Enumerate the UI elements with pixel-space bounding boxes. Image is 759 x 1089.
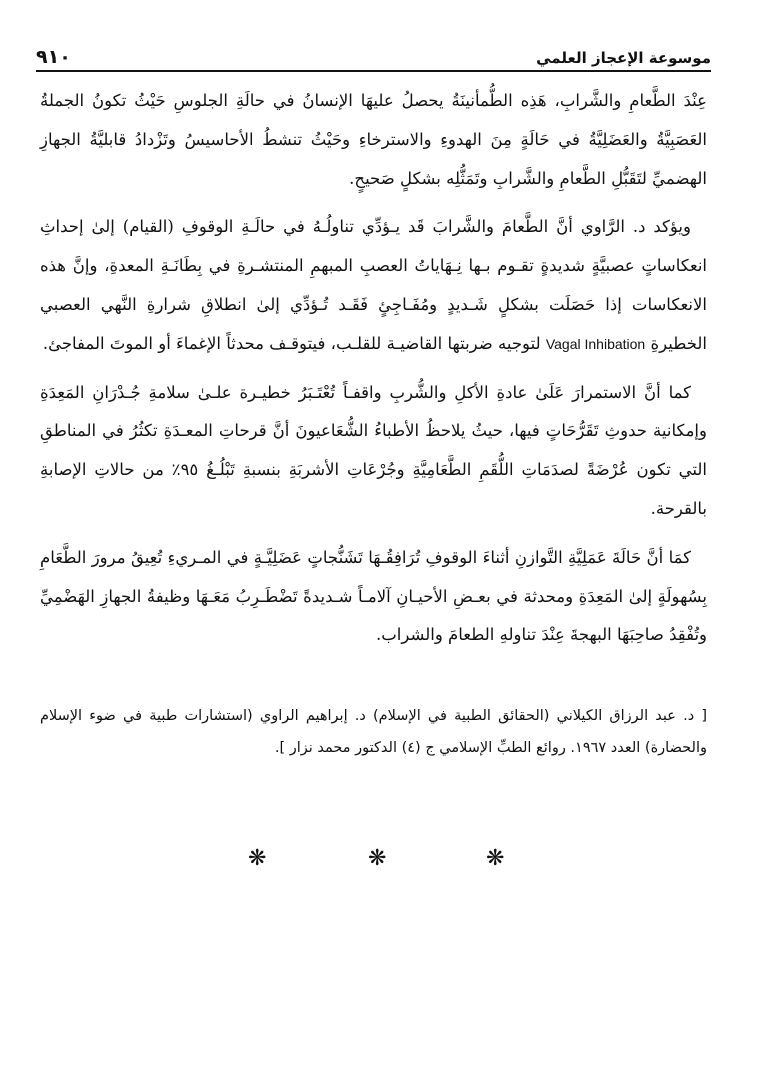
- page-header: [36, 44, 711, 72]
- paragraph-3: كما أنَّ الاستمرارَ عَلَىٰ عادةِ الأكلِ والشُّربِ واقفـاً تُعْتَـبَرُ خطيـرة علـىٰ سلامةِ جُـدْرَانِ المَعِدَةِ وإمكانية حدوثِ تَقَرُّحَاتٍ فيها، حيثُ يلاحظُ الأطباءُ الشُّعَاعيونَ أنَّ قرحاتِ المعـدَةِ تكثُرُ في المناطقِ التي تكون عُرْضَةً لصدَمَاتِ اللُّقَمِ الطَّعَامِيَّةِ وجُرْعَاتِ الأشربَةِ بنسبةِ تَبْلُـغُ ٩٥٪ من حالاتِ الإصابةِ بالقرحة.: [40, 382, 708, 518]
- section-separator: [0, 846, 759, 876]
- vagal-inhibition-term: Vagal Inhibation: [545, 335, 646, 352]
- paragraph-2: [40, 208, 707, 363]
- paragraph-2-part-2: لتوجيه ضربتها القاضيـة للقلـب، فيتوقـف محدثاً الإغماءَ أو الموتَ المفاجئ.: [42, 333, 541, 353]
- references: [ د. عبد الرزاق الكيلاني (الحقائق الطبية في الإسلام) د. إبراهيم الراوي (استشارات طبية في ضوء الإسلام والحضارة) العدد ١٩٦٧. روائع الطبِّ الإسلامي ج (٤) الدكتور محمد نزار ].: [40, 708, 707, 756]
- page-number: ٩١٠: [36, 46, 71, 68]
- asterism-icon: ❋: [486, 846, 505, 871]
- main-text: [40, 82, 707, 665]
- paragraph-2-part-1: ويؤكد د. الرَّاوي أنَّ الطَّعامَ والشَّرابَ قَد يـؤدِّي تناولُـهُ في حالَـةِ الوقوفِ (القيام) إلىٰ إحداثِ انعكاساتٍ عصبيَّةٍ شديدةٍ تقـوم بـها نِـهَاياتُ العصبِ المبهمِ المنتشـرةِ في بِطَانَـةِ المعدةِ، وإنَّ هذه الانعكاسات إذا حَصَلَت بشكلٍ شَـديدٍ ومُفَـاجِئٍ فَقَـد تُـؤدِّي إلىٰ انطلاقِ شرارةِ النَّهي العصبي الخطيرةِ: [40, 217, 707, 353]
- asterism-icon: ❋: [248, 846, 267, 871]
- paragraph-4: كمَا أنَّ حَالَةَ عَمَلِيَّةِ التَّوازنِ أثناءَ الوقوفِ تُرَافِقُـهَا تَشَنُّجاتٍ عَضَلِيَّـةٍ في المـريءِ تُعِيقُ مرورَ الطَّعَامِ بِسُهولَةٍ إلىٰ المَعِدَةِ ومحدثة في بعـضِ الأحيـانِ آلامـاً شـديدةً تَضْطَـرِبُ مَعَـهَا وظيفةُ الجهازِ الهَضْمِيِّ وتُفْقِدُ صاحِبَهَا البهجةَ عِنْدَ تناولهِ الطعامَ والشراب.: [40, 547, 707, 645]
- paragraph-1: عِنْدَ الطَّعامِ والشَّرابِ، هَذِه الطُّمأنينَةُ يحصلُ عليهَا الإنسانُ في حالَةِ الجلوسِ حَيْثُ تكونُ الجملةُ العَصَبِيَّةُ والعَضَلِيَّةُ في حَالَةٍ مِنَ الهدوءِ والاسترخاءِ وحَيْثُ تنشطُ الأحاسيسُ وتَزْدادُ قابليَّةُ الجهازِ الهضميِّ لتَقَبُّلِ الطَّعامِ والشَّرابِ وتَمَثُّلِه بشكلٍ صَحيحٍ.: [40, 91, 707, 188]
- asterism-icon: ❋: [368, 846, 387, 871]
- running-title: موسوعة الإعجاز العلمي: [536, 49, 711, 67]
